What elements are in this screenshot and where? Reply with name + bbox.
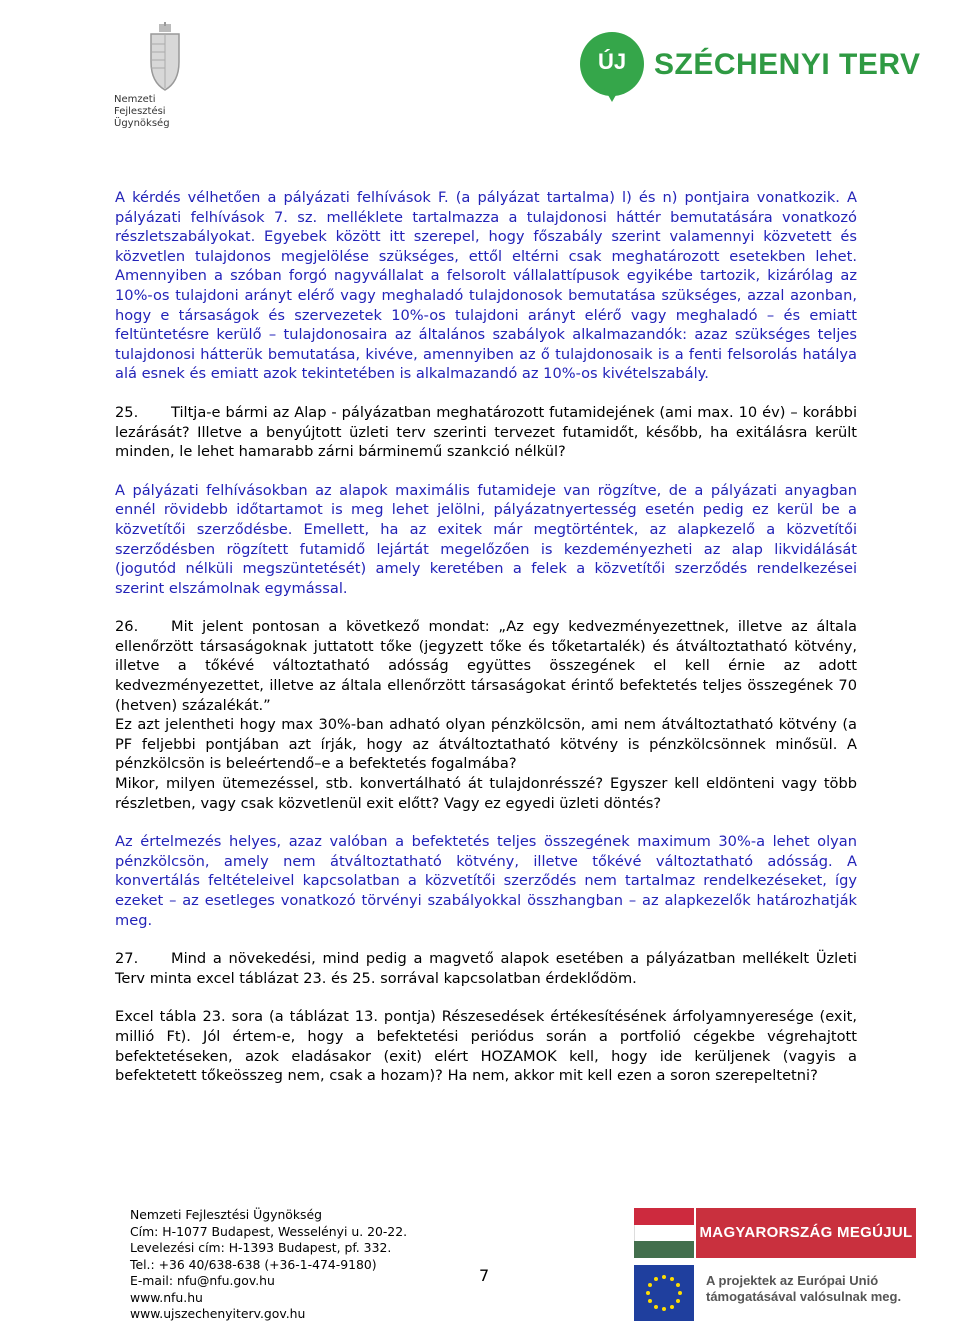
footer-email: E-mail: nfu@nfu.gov.hu xyxy=(130,1273,275,1288)
answer-paragraph-24: A kérdés vélhetően a pályázati felhívások F. (a pályázat tartalma) l) és n) pontjaira vonatkozik. A pályázati felhívások 7. sz. melléklete tartalmazza a tulajdonosi háttér bemutatására vonatkozó részletszabályokat. Egyebek között itt szerepel, hogy főszabály szerint valamennyi közvetett és közvetlen tulajdonos megjelölése szükséges, ettől eltérni csak meghatározott esetekben lehet. Amennyiben a szóban forgó nagyvállalat a felsorolt vállalattípusok egyikébe tartozik, kizárólag az 10%-os tulajdoni arányt elérő vagy meghaladó tulajdonosok bemutatása szükséges, azzal azonban, hogy e társaságok és szervezetek 10%-os tulajdoni arányt elérő vagy meghaladó – és emiatt feltüntetésre kerülő – tulajdonosaira az általános szabályok alkalmazandók: azaz szükséges teljes tulajdonosi hátterük bemutatása, kivéve, amennyiben az ő tulajdonosaik is a fenti felsorolás hatálya alá esnek és emiatt azok tekintetében is alkalmazandó az 10%-os kivételszabály. xyxy=(115,189,857,383)
document-body xyxy=(115,188,857,1086)
eu-support-logo xyxy=(634,1265,924,1321)
footer-address xyxy=(130,1207,407,1323)
nfu-crest-logo xyxy=(110,22,220,132)
question-26-follow-2: Mikor, milyen ütemezéssel, stb. konvertálható át tulajdonrésszé? Egyszer kell eldönteni vagy több részletben, vagy csak közvetlenül exit előtt? Vagy ez egyedi üzleti döntés? xyxy=(115,775,857,812)
footer-web-2: www.ujszechenyiterv.gov.hu xyxy=(130,1306,306,1321)
question-text: Mit jelent pontosan a következő mondat: „Az egy kedvezményezettnek, illetve az általa ellenőrzött társaságoknak juttatott tőke (jegyzett tőke és tőketartalék) és átváltoztatható kötvény, illetve a tőkévé változtatható adósság együttes összegének el kell érnie az adott kedvezményezettet, illetve az általa ellenőrzött társaságokat érintő befektetés teljes összegének 70 (hetven) százalékát.” xyxy=(115,618,857,714)
question-number: 27. xyxy=(115,950,139,968)
question-27 xyxy=(115,949,857,988)
eu-line-2: támogatásával valósulnak meg. xyxy=(706,1289,902,1304)
uj-szechenyi-terv-logo xyxy=(580,32,921,102)
footer-org: Nemzeti Fejlesztési Ügynökség xyxy=(130,1207,323,1222)
uj-pin-icon: ÚJ xyxy=(580,32,644,96)
question-26 xyxy=(115,617,857,715)
question-number: 26. xyxy=(115,618,139,636)
eu-line-1: A projektek az Európai Unió xyxy=(706,1273,879,1288)
footer-web-1: www.nfu.hu xyxy=(130,1289,203,1305)
answer-25: A pályázati felhívásokban az alapok maximális futamideje van rögzítve, de a pályázati anyagban ennél rövidebb időtartamot is meg lehet jelölni, pályázatnyertesség esetén pedig ez kerül be a közvetítői szerződésbe. Emellett, ha az exitek már megtörténtek, az alapkezelő a közvetítői szerződésben rögzített futamidő lejártát megelőzően is kezdeményezheti az alap likvidálását (jogutód nélküli megszüntetését) amely keretében a felek a közvetítői szerződés rendelkezései szerint elszámolnak egymással. xyxy=(115,481,857,597)
footer-address-line: Cím: H-1077 Budapest, Wesselényi u. 20-22. xyxy=(130,1223,408,1239)
eu-support-text xyxy=(706,1273,901,1305)
question-26-follow-1: Ez azt jelentheti hogy max 30%-ban adható olyan pénzkölcsön, ami nem átváltoztatható kötvény (a PF feljebbi pontjában azt írják, hogy az átváltoztatható kötvény is pénzkölcsönnek minősül. A pénzkölcsön is beleértendő–e a befektetés fogalmába? xyxy=(115,716,857,773)
page-number: 7 xyxy=(479,1266,490,1285)
eu-flag-icon xyxy=(634,1265,694,1321)
banner-text: MAGYARORSZÁG MEGÚJUL xyxy=(696,1208,916,1258)
coat-of-arms-icon xyxy=(145,22,185,92)
answer-26: Az értelmezés helyes, azaz valóban a befektetés teljes összegének maximum 30%-a lehet olyan pénzkölcsön, amely nem átváltoztatható kötvény, illetve tőkévé változtatható adósság. A konvertálás feltételeivel kapcsolatban a közvetítői szerződés nem tartalmaz rendelkezéseket, így ezeket – az esetleges vonatkozó törvényi szabályokkal összhangban – az alapkezelők határozhatják meg. xyxy=(115,833,857,929)
question-25 xyxy=(115,403,857,462)
hungarian-flag-icon xyxy=(634,1208,694,1258)
question-number: 25. xyxy=(115,403,139,421)
logo-text: SZÉCHENYI TERV xyxy=(654,48,921,81)
magyarorszag-megujul-banner xyxy=(634,1208,916,1258)
question-27-follow: Excel tábla 23. sora (a táblázat 13. pontja) Részesedések értékesítésének árfolyamnyeresége (exit, millió Ft). Jól értem-e, hogy a befektetési periódus során a portfolió cégekbe végrehajtott befektetéseken, azok eladásakor (exit) elért HOZAMOK kell, hogy ide kerüljenek (vagyis a befektetett tőkeösszeg nem, csak a hozam)? Ha nem, akkor mit kell ezen a soron szerepeltetni? xyxy=(115,1008,857,1085)
question-text: Mind a növekedési, mind pedig a magvető alapok esetében a pályázatban mellékelt Üzleti Terv minta excel táblázat 23. és 25. sorrával kapcsolatban érdeklődöm. xyxy=(115,950,857,987)
question-text: Tiltja-e bármi az Alap - pályázatban meghatározott futamidejének (ami max. 10 év) – korábbi lezárását? Illetve a benyújtott üzleti terv szerinti tervezet futamidőt, később, ha exitálásra került minden, le lehet hamarabb zárni bárminemű szankció nélkül? xyxy=(115,403,857,461)
org-line-2: Fejlesztési Ügynökség xyxy=(114,106,170,129)
org-line-1: Nemzeti xyxy=(114,94,156,105)
footer-phone: Tel.: +36 40/638-638 (+36-1-474-9180) xyxy=(130,1256,377,1272)
footer-postal: Levelezési cím: H-1393 Budapest, pf. 332. xyxy=(130,1240,392,1255)
